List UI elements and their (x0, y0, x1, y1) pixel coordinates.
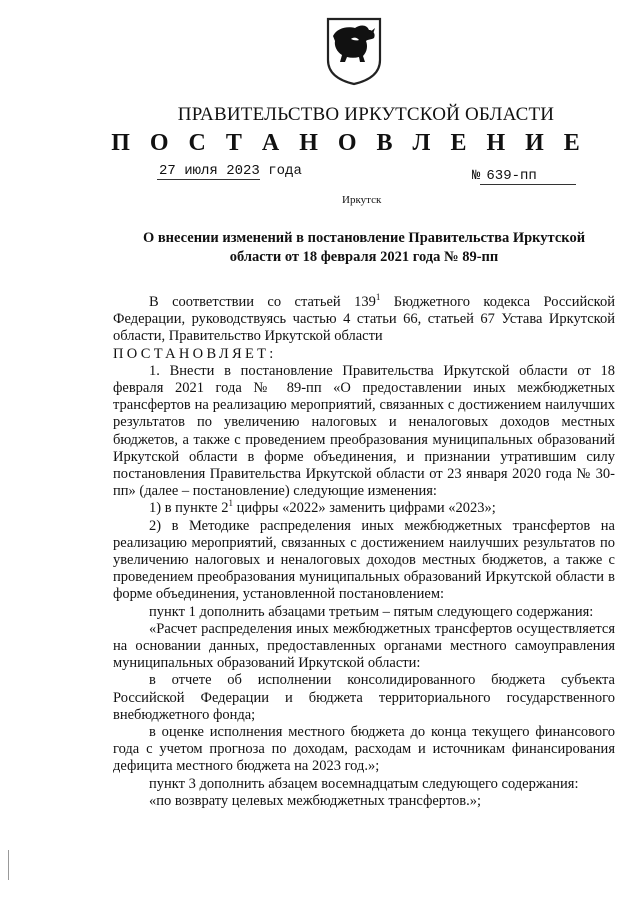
quote-1-paragraph: «Расчет распределения иных межбюджетных трансфертов осуществляется на основании данных, предоставленных органами местного самоуправления муниципальных образований Иркутской области: (113, 620, 615, 672)
document-body (113, 294, 615, 810)
number-prefix: № (472, 168, 481, 184)
point-1-paragraph: пункт 1 дополнить абзацами третьим – пятым следующего содержания: (149, 603, 594, 620)
date-value: 27 июля 2023 (159, 163, 260, 179)
government-name: ПРАВИТЕЛЬСТВО ИРКУТСКОЙ ОБЛАСТИ (177, 104, 555, 125)
preamble-text-b: Бюджетного кодекса Российской Федерации, руководствуясь частью 4 статьи 66, статьей 67 Устава Иркутской области, Правительство Иркутской области (113, 294, 615, 345)
point-3-paragraph: пункт 3 дополнить абзацем восемнадцатым следующего содержания: (149, 775, 579, 792)
document-subject (120, 229, 608, 267)
scan-margin-mark (8, 850, 9, 880)
city-name: Иркутск (342, 194, 382, 206)
document-type-title: П О С Т А Н О В Л Е Н И Е (111, 130, 587, 156)
subitem-1-paragraph (113, 500, 615, 517)
item-1-paragraph: 1. Внести в постановление Правительства Иркутской области от 18 февраля 2021 года № 89-пп «О предоставлении иных межбюджетных трансфертов на реализацию мероприятий, связанных с достижением наилучших результатов по увеличению налоговых и неналоговых доходов местных бюджетов, а также с проведением преобразования муниципальных образований Иркутской области в форме объединения, и признании утратившим силу постановления Правительства Иркутской области от 23 января 2020 года № 30-пп» (далее – постановление) следующие изменения: (113, 362, 615, 500)
quote-2-paragraph: в отчете об исполнении консолидированного бюджета субъекта Российской Федерации и бюджета территориального государственного внебюджетного фонда; (113, 672, 615, 723)
subitem-1-text-a: 1) в пункте 2 (149, 500, 229, 517)
quote-4-paragraph: «по возврату целевых межбюджетных трансфертов.»; (149, 792, 481, 809)
subject-line-1: О внесении изменений в постановление Правительства Иркутской (142, 230, 586, 246)
document-number (472, 168, 576, 185)
preamble-text-a: В соответствии со статьей 139 (149, 294, 376, 310)
coat-of-arms-emblem (325, 16, 383, 86)
resolves-heading: ПОСТАНОВЛЯЕТ: (113, 345, 277, 362)
document-date (157, 163, 302, 179)
quote-3-paragraph: в оценке исполнения местного бюджета до конца текущего финансового года с учетом прогноза по доходам, расходам и источникам финансирования дефицита местного бюджета на 2023 год.»; (113, 724, 615, 775)
subitem-1-superscript: 1 (228, 498, 233, 509)
preamble-superscript: 1 (375, 292, 381, 303)
subitem-1-text-b: цифры «2022» заменить цифрами «2023»; (232, 500, 496, 517)
date-suffix: года (268, 163, 302, 179)
preamble-paragraph (113, 294, 615, 346)
subitem-2-paragraph: 2) в Методике распределения иных межбюджетных трансфертов на реализацию мероприятий, связанных с достижением наилучших результатов по увеличению налоговых и неналоговых доходов местных бюджетов, а также с проведением преобразования муниципальных образований Иркутской области в форме объединения, установленной постановлением: (113, 517, 615, 603)
subject-line-2: области от 18 февраля 2021 года № 89-пп (229, 249, 499, 265)
number-value: 639-пп (480, 168, 576, 185)
